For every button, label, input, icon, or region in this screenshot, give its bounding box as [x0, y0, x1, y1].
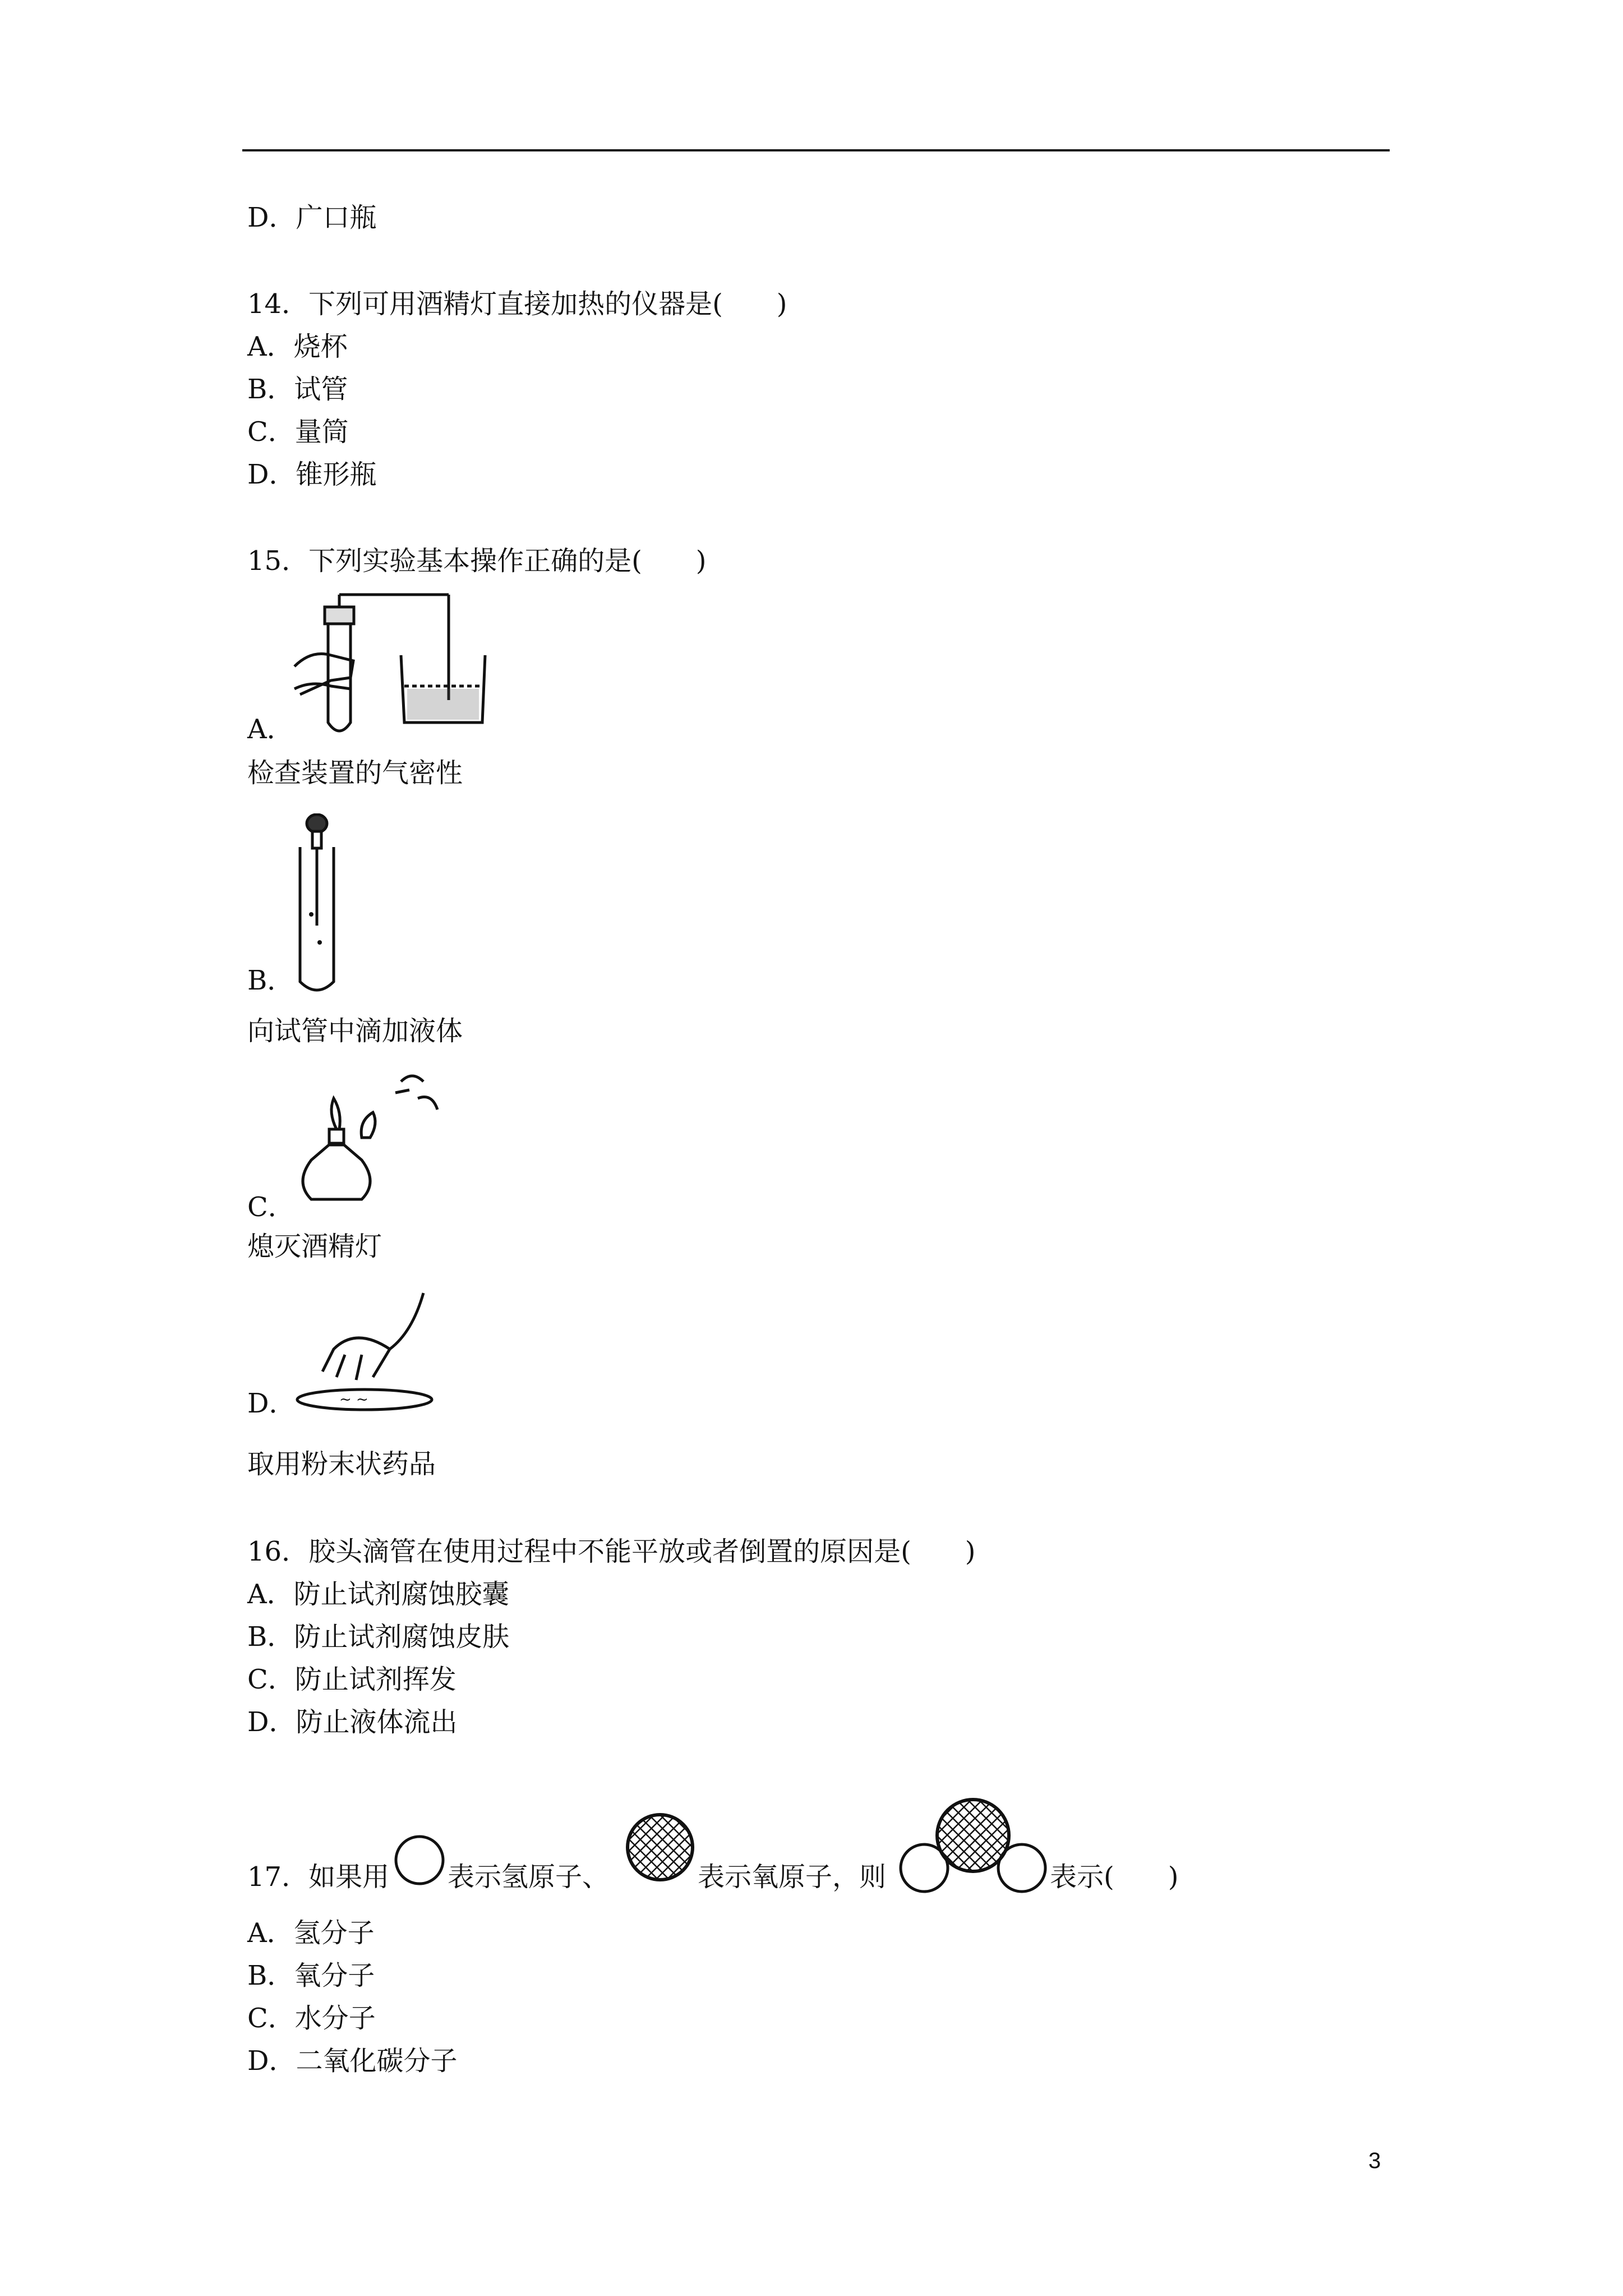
q17-text-2: 表示氢原子、 [448, 1861, 610, 1893]
q15-option-a-caption: 检查装置的气密性 [247, 757, 463, 789]
header-rule [242, 149, 1390, 151]
airtightness-check-figure [289, 588, 491, 745]
q17-text-4: 表示( ) [1050, 1861, 1179, 1893]
q14-option-c: C．量筒 [247, 416, 349, 448]
q14-option-b: B．试管 [247, 374, 348, 405]
q17-text-3: 表示氧原子，则 [698, 1861, 887, 1893]
q15-option-d-label: D． [247, 1388, 296, 1419]
q15-option-b-caption: 向试管中滴加液体 [247, 1015, 463, 1047]
q17-text-1: 17．如果用 [247, 1861, 390, 1893]
q17-option-c: C．水分子 [247, 2003, 376, 2034]
q15-option-a-label: A． [247, 714, 294, 745]
q15-stem: 15．下列实验基本操作正确的是( ) [247, 545, 707, 577]
q17-option-a: A．氢分子 [247, 1917, 375, 1949]
svg-text:~ ~: ~ ~ [339, 1391, 368, 1408]
prev-option-d: D．广口瓶 [247, 202, 377, 233]
q14-option-d: D．锥形瓶 [247, 459, 377, 490]
q16-stem: 16．胶头滴管在使用过程中不能平放或者倒置的原因是( ) [247, 1536, 976, 1567]
q16-option-d: D．防止液体流出 [247, 1706, 458, 1738]
q16-option-c: C．防止试剂挥发 [247, 1664, 457, 1695]
page-number: 3 [1368, 2148, 1381, 2173]
q17-option-b: B．氧分子 [247, 1960, 375, 1991]
alcohol-lamp-extinguish-figure [289, 1059, 440, 1211]
hydrogen-atom-icon [393, 1833, 446, 1887]
oxygen-atom-icon [624, 1811, 697, 1884]
q15-option-c-label: C． [247, 1191, 295, 1223]
q16-option-b: B．防止试剂腐蚀皮肤 [247, 1621, 510, 1653]
powder-pickup-figure [289, 1287, 440, 1416]
q16-option-a: A．防止试剂腐蚀胶囊 [247, 1579, 509, 1610]
q15-option-b-label: B． [247, 965, 294, 996]
q17-option-d: D．二氧化碳分子 [247, 2045, 458, 2077]
q14-stem: 14．下列可用酒精灯直接加热的仪器是( ) [247, 288, 787, 320]
water-molecule-icon [897, 1795, 1049, 1896]
dropper-in-test-tube-figure [289, 813, 345, 993]
q14-option-a: A．烧杯 [247, 331, 348, 362]
q15-option-d-caption: 取用粉末状药品 [247, 1448, 436, 1480]
q15-option-c-caption: 熄灭酒精灯 [247, 1231, 382, 1262]
